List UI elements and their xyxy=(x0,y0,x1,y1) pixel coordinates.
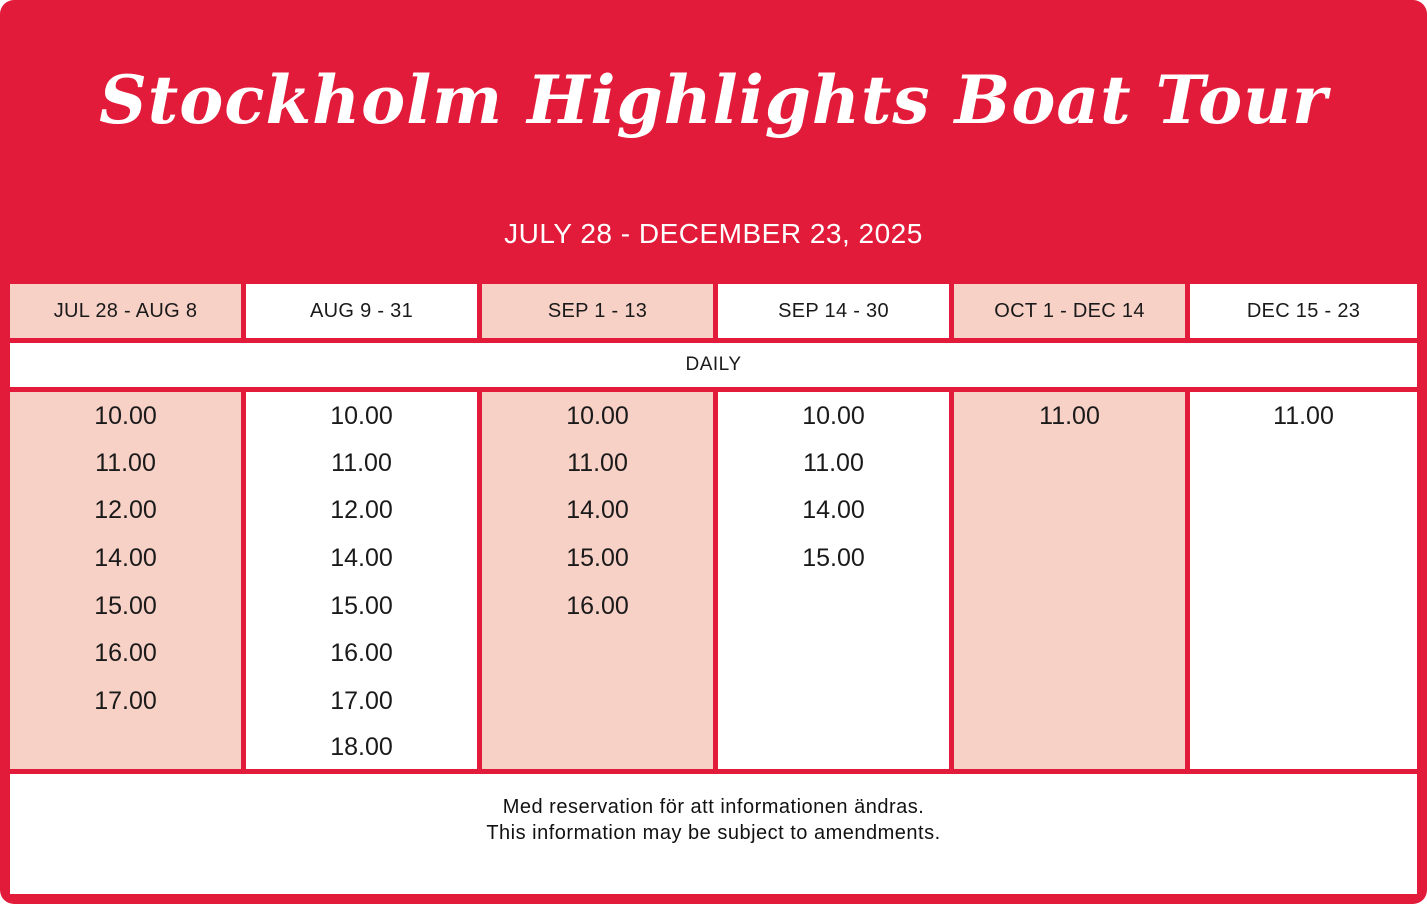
departure-time: 15.00 xyxy=(94,592,157,620)
times-column-aug9-31 xyxy=(246,392,477,769)
column-header-dec15-23: DEC 15 - 23 xyxy=(1190,284,1417,338)
departure-time: 15.00 xyxy=(330,592,393,620)
departure-time: 16.00 xyxy=(330,639,393,667)
departure-time: 18.00 xyxy=(330,733,393,761)
times-column-sep14-30 xyxy=(718,392,949,769)
footer-note-english: This information may be subject to amendments. xyxy=(486,822,941,844)
departure-time: 14.00 xyxy=(802,496,865,524)
departure-time: 11.00 xyxy=(567,449,628,477)
departure-time: 15.00 xyxy=(566,544,629,572)
departure-time: 15.00 xyxy=(802,544,865,572)
column-header-sep14-30: SEP 14 - 30 xyxy=(718,284,949,338)
departure-time: 10.00 xyxy=(94,402,157,430)
departure-time: 10.00 xyxy=(802,402,865,430)
departure-time: 11.00 xyxy=(1273,402,1334,430)
departure-time: 10.00 xyxy=(330,402,393,430)
departure-time: 11.00 xyxy=(803,449,864,477)
footer-notice xyxy=(10,774,1417,894)
times-column-jul28-aug8 xyxy=(10,392,241,769)
departure-time: 11.00 xyxy=(1039,402,1100,430)
date-range-subtitle: JULY 28 - DECEMBER 23, 2025 xyxy=(504,218,923,249)
departure-time: 17.00 xyxy=(330,687,393,715)
times-column-dec15-23 xyxy=(1190,392,1417,769)
footer-note-swedish: Med reservation för att informationen ändras. xyxy=(502,796,925,818)
departure-time: 14.00 xyxy=(330,544,393,572)
column-header-sep1-13: SEP 1 - 13 xyxy=(482,284,713,338)
column-header-aug9-31: AUG 9 - 31 xyxy=(246,284,477,338)
departure-time: 16.00 xyxy=(94,639,157,667)
times-column-sep1-13 xyxy=(482,392,713,769)
times-column-oct1-dec14 xyxy=(954,392,1185,769)
frequency-row: DAILY xyxy=(10,343,1417,387)
departure-time: 12.00 xyxy=(330,496,393,524)
departure-time: 14.00 xyxy=(94,544,157,572)
page-title: Stockholm Highlights Boat Tour xyxy=(99,61,1328,139)
departure-time: 12.00 xyxy=(94,496,157,524)
column-header-jul28-aug8: JUL 28 - AUG 8 xyxy=(10,284,241,338)
column-header-oct1-dec14: OCT 1 - DEC 14 xyxy=(954,284,1185,338)
departure-time: 16.00 xyxy=(566,592,629,620)
departure-time: 17.00 xyxy=(94,687,157,715)
departure-time: 14.00 xyxy=(566,496,629,524)
departure-time: 11.00 xyxy=(95,449,156,477)
departure-time: 11.00 xyxy=(331,449,392,477)
departure-time: 10.00 xyxy=(566,402,629,430)
